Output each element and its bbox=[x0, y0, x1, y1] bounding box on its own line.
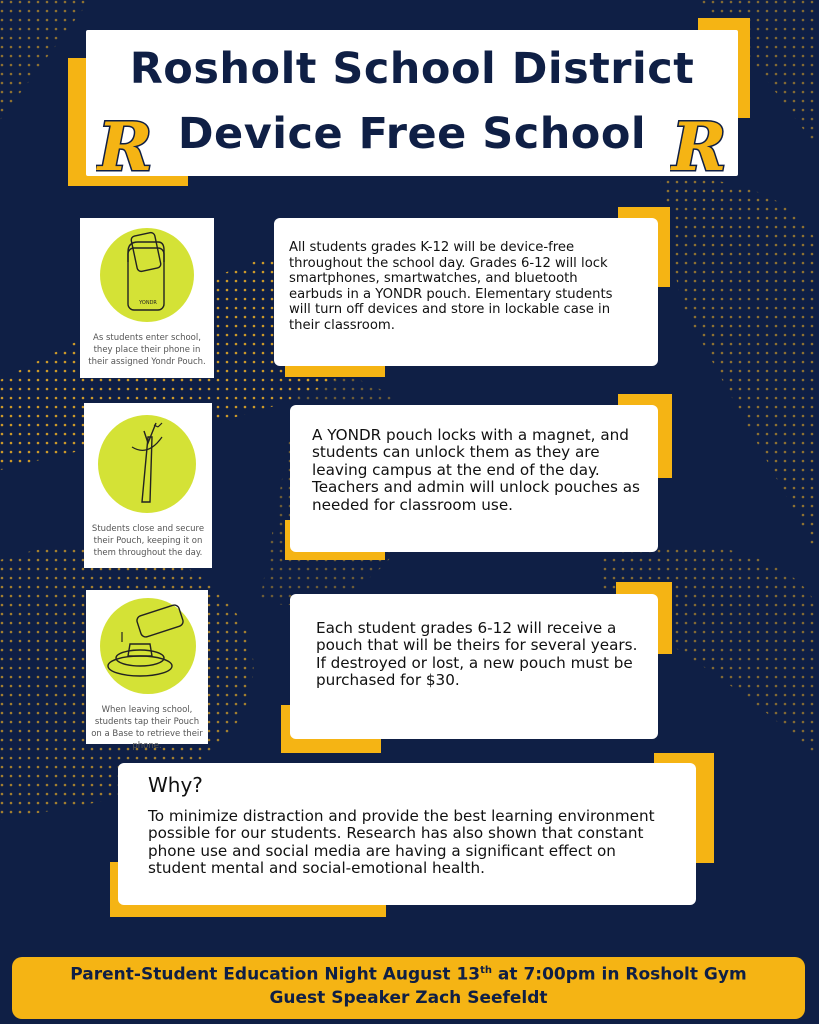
page-title-line1: Rosholt School District bbox=[129, 44, 695, 94]
step1-caption: As students enter school, they place their phone in their assigned Yondr Pouch. bbox=[88, 333, 206, 367]
step1-image-card bbox=[80, 218, 214, 378]
page-title-line2: Device Free School bbox=[177, 109, 647, 159]
why-body: To minimize distraction and provide the best learning environment possible for our students. Research has also shown that constant phone use and social media are having a significant effect on student mental and social-emotional health. bbox=[148, 807, 655, 877]
rosholt-r-logo-right bbox=[670, 108, 728, 186]
event-footer-banner bbox=[12, 957, 805, 1019]
yondr-pouch-icon bbox=[118, 228, 178, 318]
event-text-before: Parent-Student Education Night August 13 bbox=[70, 964, 481, 985]
step1-text-card bbox=[274, 218, 658, 366]
event-text-after: at 7:00pm in Rosholt Gym bbox=[492, 964, 747, 985]
pouch-label: YONDR bbox=[139, 300, 157, 306]
step3-caption: When leaving school, students tap their Pouch on a Base to retrieve their phone. bbox=[91, 705, 203, 751]
step2-caption: Students close and secure their Pouch, keeping it on them throughout the day. bbox=[91, 524, 205, 558]
title-card bbox=[86, 30, 738, 186]
step3-image-card bbox=[86, 590, 208, 751]
why-card bbox=[118, 763, 696, 905]
step2-image-card bbox=[84, 403, 212, 568]
logo-letter-left: R bbox=[97, 108, 153, 186]
event-line bbox=[12, 960, 805, 986]
pouch-closed-icon bbox=[118, 417, 178, 509]
step2-text-card bbox=[290, 405, 658, 552]
why-heading: Why? bbox=[148, 773, 203, 797]
logo-letter-right: R bbox=[671, 108, 727, 186]
step3-text: Each student grades 6-12 will receive a pouch that will be theirs for several years. If destroyed or lost, a new pouch must be purchased for $30. bbox=[316, 619, 638, 690]
guest-speaker-line: Guest Speaker Zach Seefeldt bbox=[269, 988, 548, 1008]
event-text-sup: th bbox=[480, 965, 493, 976]
rosholt-r-logo-left bbox=[96, 108, 154, 186]
step3-text-card bbox=[290, 594, 658, 739]
step1-text: All students grades K-12 will be device-free throughout the school day. Grades 6-12 will lock smartphones, smartwatches, and bluetooth earbuds in a YONDR pouch. Elementary students will turn off devices and store in lockable case in their classroom. bbox=[289, 240, 613, 333]
step2-text: A YONDR pouch locks with a magnet, and students can unlock them as they are leaving campus at the end of the day. Teachers and admin will unlock pouches as needed for classroom use. bbox=[312, 426, 640, 514]
pouch-base-icon bbox=[100, 604, 200, 684]
